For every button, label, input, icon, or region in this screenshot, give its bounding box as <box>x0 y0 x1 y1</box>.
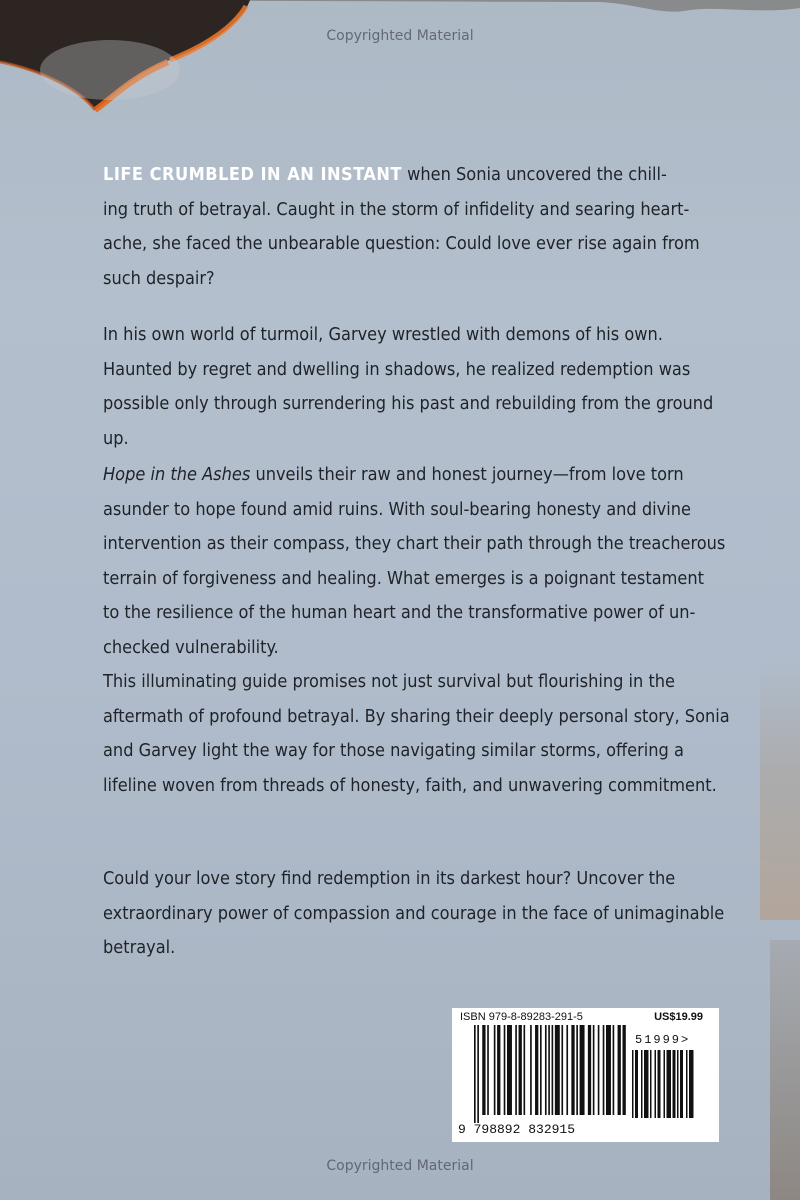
copyright-watermark-top: Copyrighted Material <box>326 28 474 44</box>
burnt-edge-graphic <box>0 0 800 130</box>
price-label: US$19.99 <box>654 1011 703 1023</box>
barcode-bar <box>507 1025 512 1115</box>
barcode-bar <box>658 1050 661 1118</box>
barcode-bar <box>571 1025 574 1115</box>
lead-in-text: LIFE CRUMBLED IN AN INSTANT <box>103 164 402 185</box>
barcode-bar <box>613 1025 615 1115</box>
barcode-bar <box>667 1050 672 1118</box>
book-title-italic: Hope in the Ashes <box>103 464 251 485</box>
blurb-paragraph-1: LIFE CRUMBLED IN AN INSTANT when Sonia uncovered the chill- ing truth of betrayal. Caught in the storm of infidelity and searing heart- ache, she faced the unbearable question: Could love ever rise again from such despair? <box>103 164 700 289</box>
barcode-bar <box>664 1050 666 1118</box>
ean-digits: 9 798892 832915 <box>458 1122 576 1137</box>
barcode-bar <box>606 1025 611 1115</box>
barcode-bar <box>524 1025 526 1115</box>
barcode-bar <box>641 1050 643 1118</box>
barcode-bar <box>487 1025 489 1115</box>
barcode-bar <box>593 1025 595 1115</box>
price-addon-bars <box>632 1050 708 1120</box>
barcode-bar <box>515 1025 517 1115</box>
barcode-bar <box>603 1025 605 1115</box>
barcode-bar <box>677 1050 679 1118</box>
ean-barcode-bars <box>474 1025 626 1123</box>
price-code-digits: 51999> <box>635 1033 691 1047</box>
barcode-bar <box>519 1025 522 1115</box>
isbn-number: ISBN 979-8-89283-291-5 <box>460 1011 583 1023</box>
barcode-bar <box>635 1050 638 1118</box>
barcode-bar <box>580 1025 585 1115</box>
blurb-paragraph-4: This illuminating guide promises not just survival but flourishing in the aftermath of profound betrayal. By sharing their deeply personal story, Sonia and Garvey light the way for those navigating similar storms, offering a lifeline woven from threads of honesty, faith, and unwavering commitment. <box>103 671 730 796</box>
barcode-bar <box>530 1025 532 1115</box>
shoreline-background <box>760 660 800 920</box>
barcode-bar <box>623 1025 626 1115</box>
barcode-bar <box>545 1025 547 1115</box>
barcode-bar <box>477 1025 479 1123</box>
barcode-bar <box>588 1025 591 1115</box>
barcode-bar <box>680 1050 683 1118</box>
blurb-paragraph-2: In his own world of turmoil, Garvey wrestled with demons of his own. Haunted by regret and dwelling in shadows, he realized redemption was possible only through surrendering his past and rebuilding from the ground up. <box>103 324 714 449</box>
blurb-paragraph-5: Could your love story find redemption in its darkest hour? Uncover the extraordinary power of compassion and courage in the face of unimaginable betrayal. <box>103 868 725 958</box>
barcode-bar <box>561 1025 563 1115</box>
barcode-bar <box>655 1050 657 1118</box>
barcode-bar <box>540 1025 542 1115</box>
barcode-bar <box>644 1050 649 1118</box>
barcode-bar <box>552 1025 554 1115</box>
barcode-bar <box>474 1025 476 1123</box>
barcode-bar <box>555 1025 560 1115</box>
barcode-bar <box>673 1050 676 1118</box>
blurb-paragraph-3: Hope in the Ashes unveils their raw and honest journey—from love torn asunder to hope found amid ruins. With soul-bearing honesty and divine intervention as their compass, they chart their path through the treacherous terrain of forgiveness and healing. What emerges is a poignant testament to the resilience of the human heart and the transformative power of un- checked vulnerability. <box>103 464 726 658</box>
isbn-barcode-box <box>452 1008 719 1142</box>
barcode-bar <box>686 1050 688 1118</box>
barcode-bar <box>598 1025 600 1115</box>
copyright-watermark-bottom: Copyrighted Material <box>326 1158 474 1174</box>
barcode-bar <box>632 1050 634 1118</box>
barcode-bar <box>576 1025 578 1115</box>
barcode-bar <box>504 1025 506 1115</box>
barcode-bar <box>650 1050 652 1118</box>
barcode-bar <box>548 1025 550 1115</box>
barcode-bar <box>535 1025 538 1115</box>
barcode-bar <box>689 1050 694 1118</box>
barcode-bar <box>497 1025 500 1115</box>
barcode-bar <box>494 1025 496 1115</box>
barcode-bar <box>618 1025 621 1115</box>
barcode-bar <box>482 1025 485 1115</box>
barcode-bar <box>566 1025 568 1115</box>
